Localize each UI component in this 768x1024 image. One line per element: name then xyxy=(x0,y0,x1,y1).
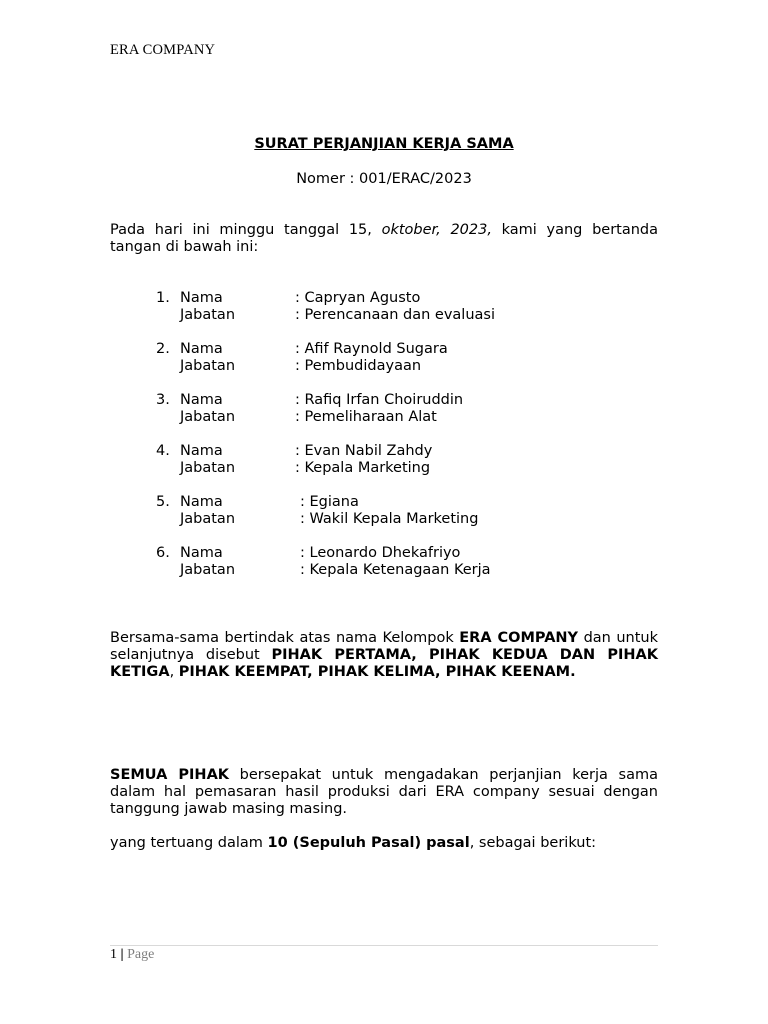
party-entry xyxy=(0,443,768,477)
jabatan-value: : Kepala Ketenagaan Kerja xyxy=(300,562,491,578)
jabatan-value: : Perencanaan dan evaluasi xyxy=(295,307,495,323)
page-separator: | xyxy=(120,947,124,962)
intro-text-after: kami yang bertanda tangan di bawah ini: xyxy=(110,222,658,255)
document-number: Nomer : 001/ERAC/2023 xyxy=(296,171,472,187)
party-number: 6. xyxy=(156,545,170,561)
tertuang-paragraph xyxy=(110,835,658,852)
jabatan-value: : Wakil Kepala Marketing xyxy=(300,511,479,527)
nama-label: Nama xyxy=(180,392,223,408)
jabatan-label: Jabatan xyxy=(180,409,236,425)
nama-label: Nama xyxy=(180,290,223,306)
tertuang-text-2: , sebagai berikut: xyxy=(469,835,597,851)
nama-value: : Capryan Agusto xyxy=(295,290,421,306)
pihak-list-1: PIHAK PERTAMA, PIHAK KEDUA DAN PIHAK KETIGA xyxy=(110,647,658,680)
header-company: ERA COMPANY xyxy=(110,42,216,58)
nama-value: : Afif Raynold Sugara xyxy=(295,341,448,357)
nama-label: Nama xyxy=(180,494,223,510)
jabatan-label: Jabatan xyxy=(180,358,236,374)
tertuang-text-1: yang tertuang dalam xyxy=(110,835,268,851)
jabatan-value: : Pembudidayaan xyxy=(295,358,422,374)
intro-paragraph xyxy=(110,222,658,256)
semua-text: bersepakat untuk mengadakan perjanjian kerja sama dalam hal pemasaran hasil produksi dari ERA company sesuai dengan tanggung jawab masing masing. xyxy=(110,767,658,817)
footer-divider xyxy=(110,945,658,946)
page-number: 1 xyxy=(110,947,117,962)
party-entry xyxy=(0,494,768,528)
party-number: 4. xyxy=(156,443,170,459)
semua-paragraph xyxy=(110,767,658,818)
bersama-paragraph xyxy=(110,630,658,681)
jabatan-label: Jabatan xyxy=(180,511,236,527)
jabatan-label: Jabatan xyxy=(180,460,236,476)
page-footer xyxy=(110,947,154,963)
intro-date: oktober, 2023, xyxy=(381,222,492,238)
jabatan-label: Jabatan xyxy=(180,307,236,323)
jabatan-value: : Kepala Marketing xyxy=(295,460,431,476)
jabatan-value: : Pemeliharaan Alat xyxy=(295,409,437,425)
party-number: 3. xyxy=(156,392,170,408)
nama-value: : Leonardo Dhekafriyo xyxy=(300,545,461,561)
nama-value: : Egiana xyxy=(300,494,359,510)
semua-pihak-label: SEMUA PIHAK xyxy=(110,767,230,783)
pihak-list-2: PIHAK KEEMPAT, PIHAK KELIMA, PIHAK KEENAM. xyxy=(178,664,576,680)
party-number: 1. xyxy=(156,290,170,306)
intro-text-before: Pada hari ini minggu tanggal 15 xyxy=(110,222,368,238)
party-number: 2. xyxy=(156,341,170,357)
nama-label: Nama xyxy=(180,341,223,357)
nama-label: Nama xyxy=(180,545,223,561)
document-title: SURAT PERJANJIAN KERJA SAMA xyxy=(254,136,514,152)
bersama-text-3: , xyxy=(169,664,179,680)
page-label: Page xyxy=(127,947,155,962)
nama-value: : Rafiq Irfan Choiruddin xyxy=(295,392,464,408)
pasal-count: 10 (Sepuluh Pasal) pasal xyxy=(267,835,470,851)
party-entry xyxy=(0,341,768,375)
nama-value: : Evan Nabil Zahdy xyxy=(295,443,433,459)
intro-separator: , xyxy=(367,222,382,238)
party-entry xyxy=(0,290,768,324)
company-name: ERA COMPANY xyxy=(459,630,579,646)
nama-label: Nama xyxy=(180,443,223,459)
bersama-text-1: Bersama-sama bertindak atas nama Kelompok xyxy=(110,630,460,646)
party-entry xyxy=(0,392,768,426)
party-entry xyxy=(0,545,768,579)
bersama-text-2: dan untuk selanjutnya disebut xyxy=(110,630,659,663)
party-number: 5. xyxy=(156,494,170,510)
jabatan-label: Jabatan xyxy=(180,562,236,578)
